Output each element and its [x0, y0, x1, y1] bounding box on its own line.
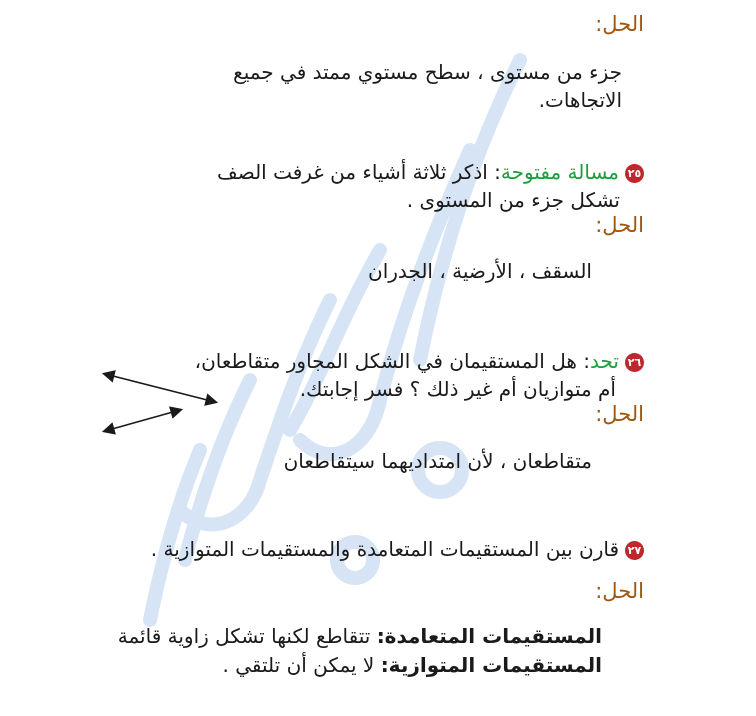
- q25-question-line1: [24, 157, 644, 187]
- q25-question-line2: تشكل جزء من المستوى .: [406, 188, 620, 212]
- q26-text: : هل المستقيمان في الشكل المجاور متقاطعان،: [194, 349, 591, 373]
- q26-question-line2: أم متوازيان أم غير ذلك ؟ فسر إجابتك.: [299, 377, 616, 401]
- q25-answer: السقف ، الأرضية ، الجدران: [368, 259, 592, 283]
- q25-heading: مسالة مفتوحة: [500, 160, 619, 184]
- lines-figure: [95, 362, 230, 442]
- q27-parallel-answer: [2, 650, 602, 680]
- solution-label: الحل:: [595, 12, 644, 36]
- q24-answer-line1: جزء من مستوى ، سطح مستوي ممتد في جميع: [233, 60, 622, 84]
- q25-number-badge: ٢٥: [625, 164, 644, 183]
- q26-heading: تحد: [590, 349, 619, 373]
- line-one: [105, 374, 215, 402]
- line-two: [105, 410, 180, 431]
- q27-text: قارن بين المستقيمات المتعامدة والمستقيمات المتوازية .: [150, 537, 619, 561]
- q27-para-label: المستقيمات المتوازية:: [380, 653, 602, 677]
- solution-label: الحل:: [595, 579, 644, 603]
- solution-label: الحل:: [595, 213, 644, 237]
- q26-number-badge: ٢٦: [625, 353, 644, 372]
- q27-para-text: لا يمكن أن تلتقي .: [222, 653, 381, 677]
- q25-text: : اذكر ثلاثة أشياء من غرفت الصف: [217, 160, 501, 184]
- q27-perpendicular-answer: [2, 621, 602, 651]
- q24-answer-line2: الاتجاهات.: [538, 88, 622, 112]
- q27-perp-text: تتقاطع لكنها تشكل زاوية قائمة: [117, 624, 377, 648]
- q27-number-badge: ٢٧: [625, 541, 644, 560]
- q27-question: [4, 534, 644, 564]
- q26-answer: متقاطعان ، لأن امتداديهما سيتقاطعان: [283, 449, 592, 473]
- solution-label: الحل:: [595, 402, 644, 426]
- q27-perp-label: المستقيمات المتعامدة:: [376, 624, 602, 648]
